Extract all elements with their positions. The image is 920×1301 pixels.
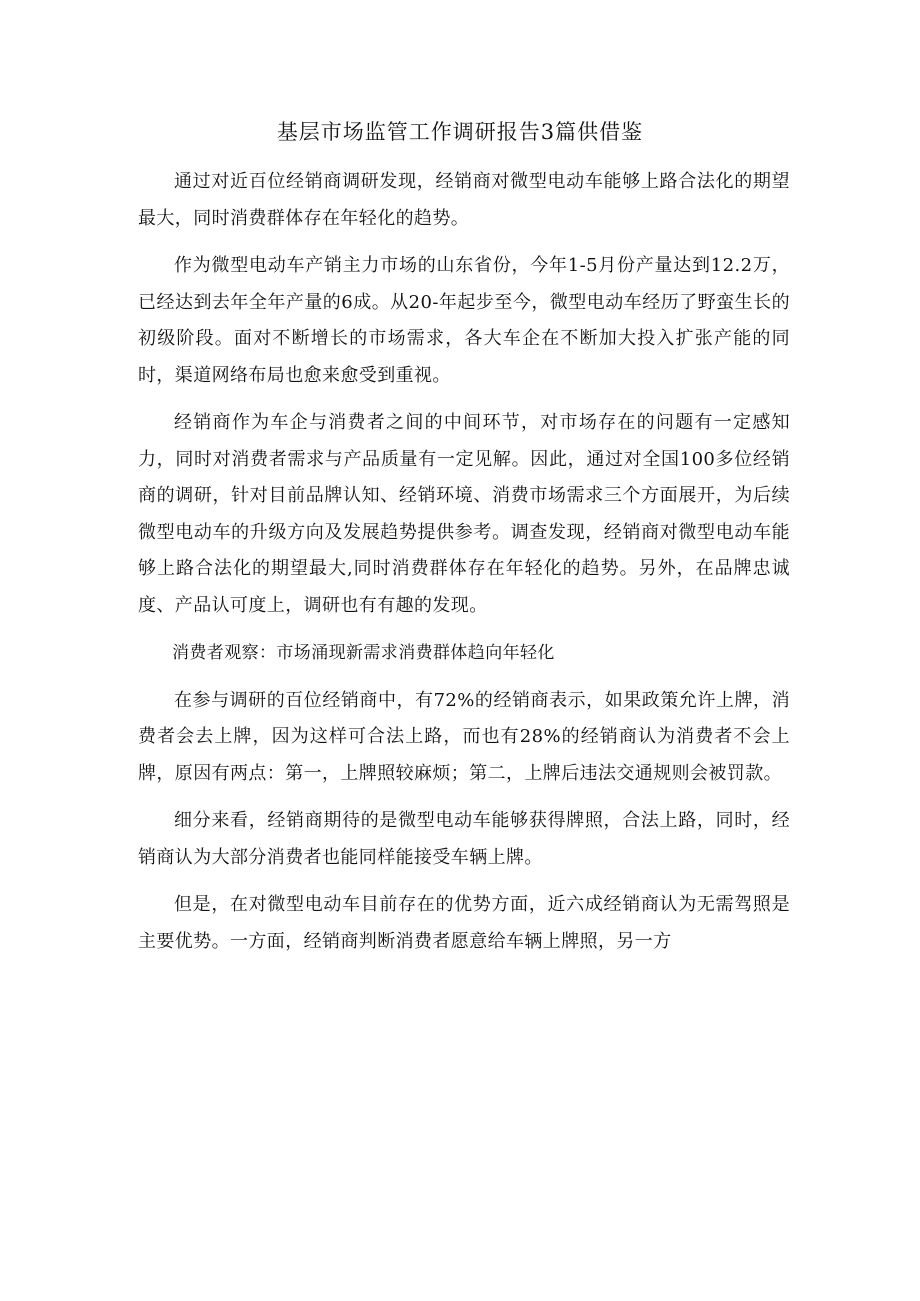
paragraph-6: 但是，在对微型电动车目前存在的优势方面，近六成经销商认为无需驾照是主要优势。一方面，经销商判断消费者愿意给车辆上牌照，另一方 [138, 894, 790, 952]
document-body [138, 164, 790, 971]
paragraph-4: 在参与调研的百位经销商中，有72%的经销商表示，如果政策允许上牌，消费者会去上牌，因为这样可合法上路，而也有28%的经销商认为消费者不会上牌，原因有两点：第一，上牌照较麻烦；第二，上牌后违法交通规则会被罚款。 [138, 689, 790, 784]
paragraph-2: 作为微型电动车产销主力市场的山东省份，今年1-5月份产量达到12.2万，已经达到去年全年产量的6成。从20-年起步至今，微型电动车经历了野蛮生长的初级阶段。面对不断增长的市场需求，各大车企在不断加大投入扩张产能的同时，渠道网络布局也愈来愈受到重视。 [138, 255, 790, 386]
section-heading: 消费者观察：市场涌现新需求消费群体趋向年轻化 [172, 643, 555, 663]
paragraph-5: 细分来看，经销商期待的是微型电动车能够获得牌照，合法上路，同时，经销商认为大部分消费者也能同样能接受车辆上牌。 [138, 810, 790, 868]
document-title: 基层市场监管工作调研报告3篇供借鉴 [276, 120, 644, 144]
paragraph-1: 通过对近百位经销商调研发现，经销商对微型电动车能够上路合法化的期望最大，同时消费群体存在年轻化的趋势。 [138, 171, 790, 229]
paragraph-3: 经销商作为车企与消费者之间的中间环节，对市场存在的问题有一定感知力，同时对消费者需求与产品质量有一定见解。因此，通过对全国100多位经销商的调研，针对目前品牌认知、经销环境、消费市场需求三个方面展开，为后续微型电动车的升级方向及发展趋势提供参考。调查发现，经销商对微型电动车能够上路合法化的期望最大,同时消费群体存在年轻化的趋势。另外，在品牌忠诚度、产品认可度上，调研也有有趣的发现。 [138, 412, 790, 616]
